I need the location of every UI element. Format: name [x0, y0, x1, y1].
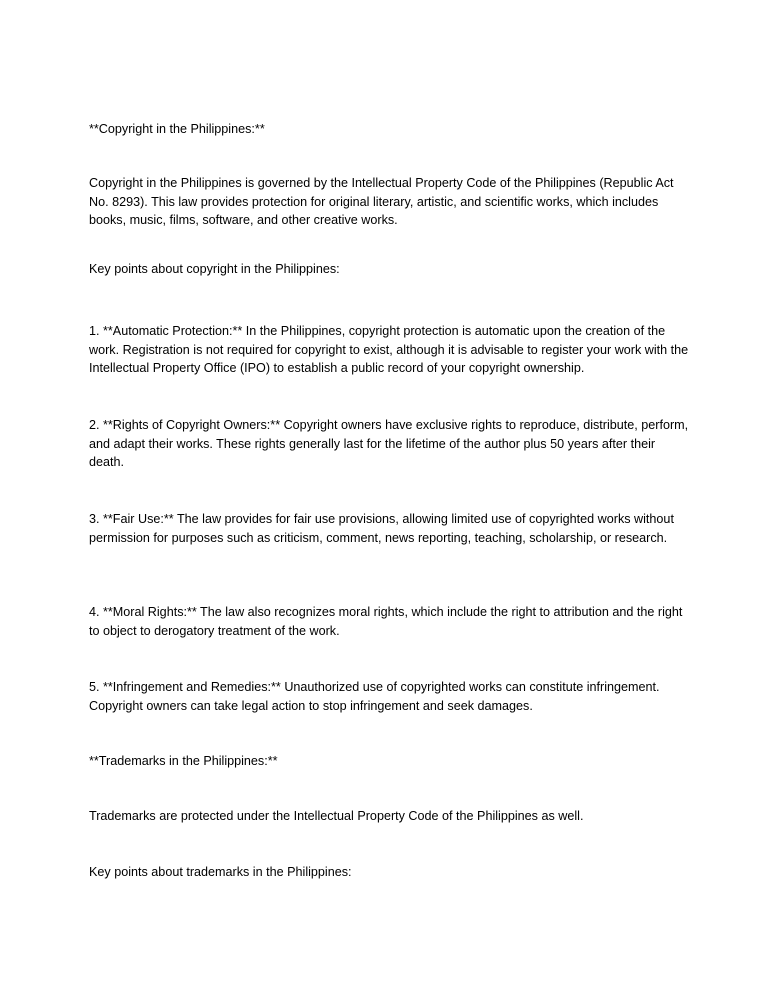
copyright-point-fair-use: 3. **Fair Use:** The law provides for fair use provisions, allowing limited use of copyrighted works without permission for purposes such as criticism, comment, news reporting, teaching, scholarship, or research. [89, 512, 674, 545]
copyright-point-infringement-remedies: 5. **Infringement and Remedies:** Unauthorized use of copyrighted works can constitute infringement. Copyright owners can take legal action to stop infringement and seek damages. [89, 680, 660, 713]
copyright-intro-paragraph: Copyright in the Philippines is governed by the Intellectual Property Code of the Philippines (Republic Act No. 8293). This law provides protection for original literary, artistic, and scientific works, which includes books, music, films, software, and other creative works. [89, 176, 674, 227]
trademarks-intro-paragraph: Trademarks are protected under the Intellectual Property Code of the Philippines as well. [89, 809, 584, 823]
trademarks-key-points-intro: Key points about trademarks in the Philippines: [89, 865, 352, 879]
copyright-point-automatic-protection: 1. **Automatic Protection:** In the Philippines, copyright protection is automatic upon the creation of the work. Registration is not required for copyright to exist, although it is advisable to register your work with the Intellectual Property Office (IPO) to establish a public record of your copyright ownership. [89, 324, 689, 375]
trademarks-heading: **Trademarks in the Philippines:** [89, 754, 278, 768]
copyright-point-moral-rights: 4. **Moral Rights:** The law also recognizes moral rights, which include the right to attribution and the right to object to derogatory treatment of the work. [89, 605, 683, 638]
copyright-key-points-intro: Key points about copyright in the Philippines: [89, 262, 340, 276]
copyright-heading: **Copyright in the Philippines:** [89, 122, 265, 136]
copyright-point-rights-of-owners: 2. **Rights of Copyright Owners:** Copyright owners have exclusive rights to reproduce, distribute, perform, and adapt their works. These rights generally last for the lifetime of the author plus 50 years after their death. [89, 418, 689, 469]
